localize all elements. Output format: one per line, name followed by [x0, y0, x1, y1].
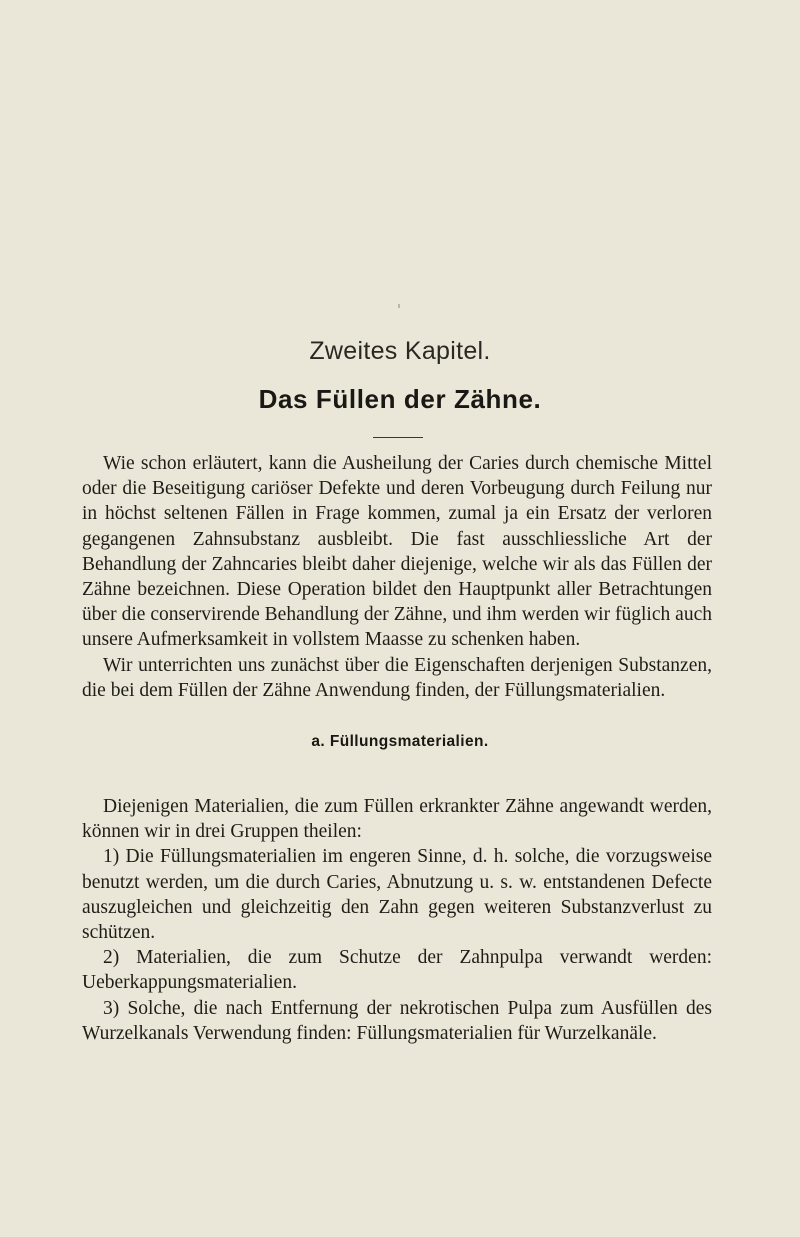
chapter-label: Zweites Kapitel.: [309, 337, 491, 365]
intro-text: [82, 451, 712, 703]
chapter-title: Das Füllen der Zähne.: [258, 384, 542, 414]
section-text: [82, 794, 712, 1046]
section-heading: a. Füllungsmaterialien.: [311, 733, 489, 750]
paragraph: Wie schon erläutert, kann die Ausheilung der Caries durch chemische Mittel oder die Beseitigung cariöser Defekte und deren Vorbeugung durch Feilung nur in höchst seltenen Fällen in Frage kommen, zumal ja ein Ersatz der verloren gegangenen Zahnsubstanz ausbleibt. Die fast ausschliessliche Art der Behandlung der Zahncaries bleibt daher diejenige, welche wir als das Füllen der Zähne bezeichnen. Diese Operation bildet den Hauptpunkt aller Betrachtungen über die conservirende Behandlung der Zähne, und ihm werden wir füglich auch unsere Aufmerksamkeit in vollstem Maasse zu schenken haben.: [82, 453, 712, 651]
list-item: 2) Materialien, die zum Schutze der Zahnpulpa verwandt werden: Ueberkappungsmaterialien.: [82, 947, 712, 994]
title-divider: [373, 437, 423, 438]
list-item: 1) Die Füllungsmaterialien im engeren Sinne, d. h. solche, die vorzugsweise benutzt werden, um die durch Caries, Abnutzung u. s. w. entstandenen Defecte auszugleichen und gleichzeitig den Zahn gegen weiteren Substanzverlust zu schützen.: [82, 846, 712, 944]
paragraph: Wir unterrichten uns zunächst über die Eigenschaften derjenigen Substanzen, die bei dem Füllen der Zähne Anwendung finden, der Füllungsmaterialien.: [82, 654, 712, 701]
print-speck: [398, 304, 400, 308]
list-item: 3) Solche, die nach Entfernung der nekrotischen Pulpa zum Ausfüllen des Wurzelkanals Verwendung finden: Füllungsmaterialien für Wurzelkanäle.: [82, 997, 712, 1044]
paragraph: Diejenigen Materialien, die zum Füllen erkrankter Zähne angewandt werden, können wir in drei Gruppen theilen:: [82, 796, 712, 843]
